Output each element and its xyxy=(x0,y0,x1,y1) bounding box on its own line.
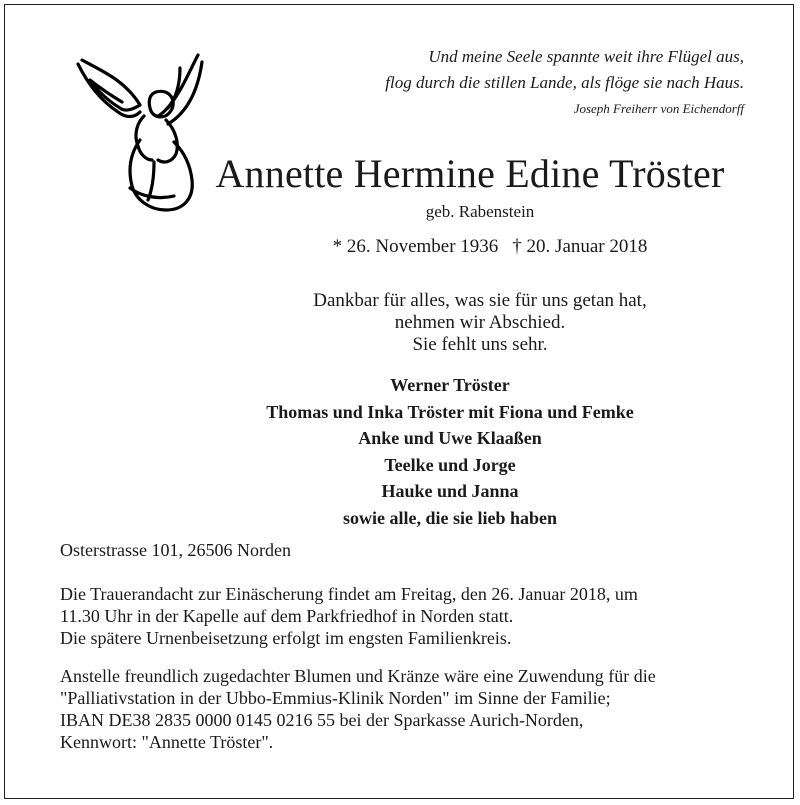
farewell-line-2: nehmen wir Abschied. xyxy=(394,312,566,333)
deceased-name: Annette Hermine Edine Tröster xyxy=(215,151,725,196)
donation-line: IBAN DE38 2835 0000 0145 0216 55 bei der Sparkasse Aurich-Norden, xyxy=(60,710,584,730)
donation-line: Kennwort: "Annette Tröster". xyxy=(60,732,274,752)
service-info xyxy=(60,583,760,649)
quote-line-1: Und meine Seele spannte weit ihre Flügel aus, xyxy=(428,47,744,66)
farewell-line-1: Dankbar für alles, was sie für uns getan hat, xyxy=(313,290,647,311)
farewell-text xyxy=(240,290,720,356)
donation-line: Anstelle freundlich zugedachter Blumen und Kränze wäre eine Zuwendung für die xyxy=(60,666,656,686)
eichendorff-quote xyxy=(264,44,744,118)
mourner: Werner Tröster xyxy=(390,375,510,395)
service-line: Die Trauerandacht zur Einäscherung findet am Freitag, den 26. Januar 2018, um xyxy=(60,584,638,604)
mourner: Anke und Uwe Klaaßen xyxy=(358,428,542,448)
birth-date: * 26. November 1936 xyxy=(332,236,499,257)
death-date: † 20. Januar 2018 xyxy=(512,236,648,257)
farewell-line-3: Sie fehlt uns sehr. xyxy=(412,334,548,355)
mourners-list xyxy=(180,372,720,531)
angel-icon xyxy=(70,50,210,225)
mourner: sowie alle, die sie lieb haben xyxy=(342,507,557,528)
mourner: Thomas und Inka Tröster mit Fiona und Femke xyxy=(266,401,634,422)
mourner: Teelke und Jorge xyxy=(384,454,516,475)
quote-author: Joseph Freiherr von Eichendorff xyxy=(573,101,744,116)
service-line: Die spätere Urnenbeisetzung erfolgt im engsten Familienkreis. xyxy=(60,628,512,648)
quote-line-2: flog durch die stillen Lande, als flöge sie nach Haus. xyxy=(385,73,744,92)
mourner: Hauke und Janna xyxy=(381,481,519,501)
service-line: 11.30 Uhr in der Kapelle auf dem Parkfriedhof in Norden statt. xyxy=(60,606,514,626)
birth-name: geb. Rabenstein xyxy=(425,202,535,221)
life-dates xyxy=(260,236,720,258)
donation-line: "Palliativstation in der Ubbo-Emmius-Klinik Norden" im Sinne der Familie; xyxy=(60,688,611,708)
family-address: Osterstrasse 101, 26506 Norden xyxy=(60,540,291,560)
donation-info xyxy=(60,665,760,753)
